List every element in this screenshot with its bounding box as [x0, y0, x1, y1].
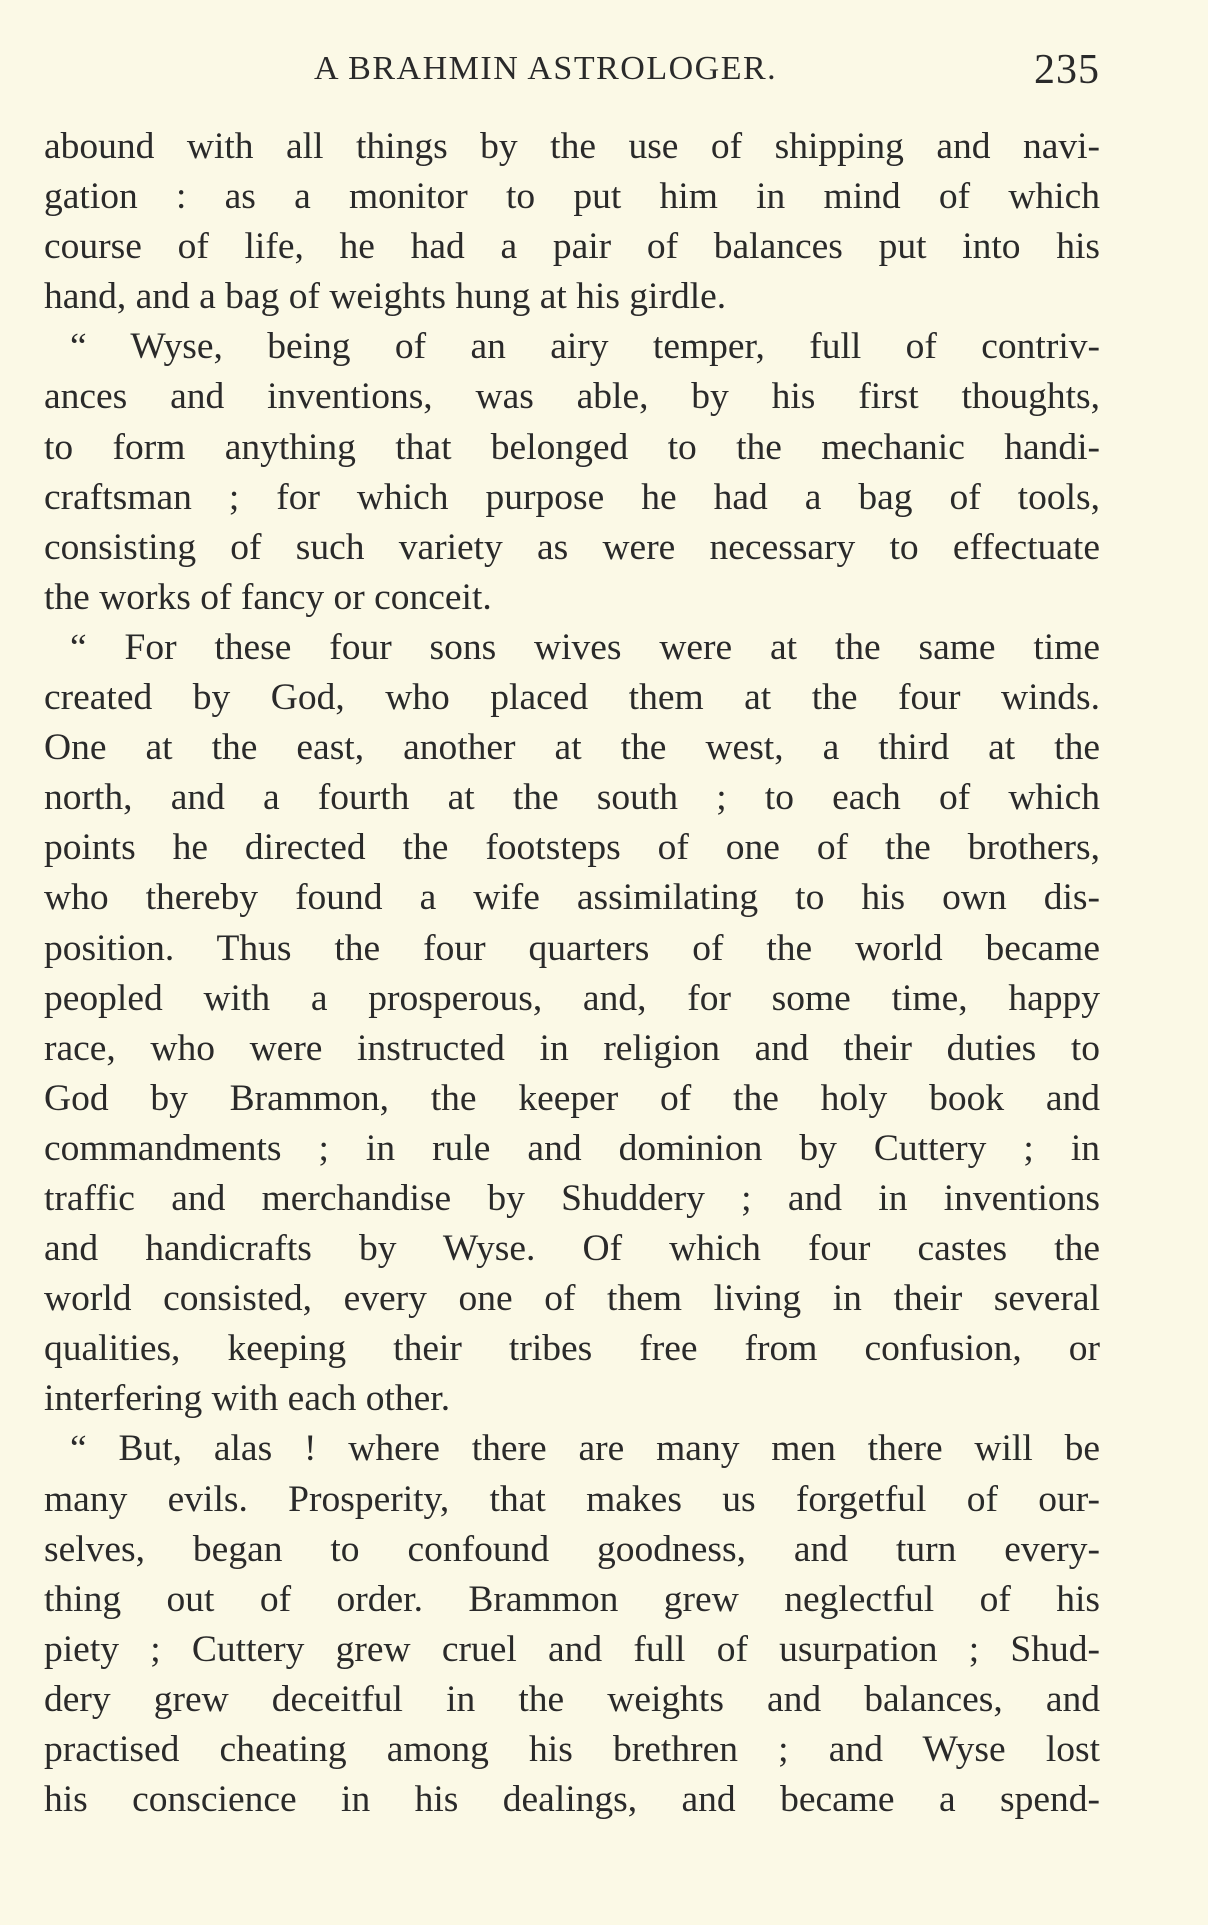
text-line: thing out of order. Brammon grew neglectful of his — [44, 1578, 1100, 1620]
text-line: ances and inventions, was able, by his first thoughts, — [44, 376, 1100, 418]
body-text — [44, 122, 1100, 1825]
running-head — [44, 42, 1100, 102]
text-line: and handicrafts by Wyse. Of which four castes the — [44, 1228, 1100, 1270]
text-line: craftsman ; for which purpose he had a bag of tools, — [44, 476, 1100, 518]
text-line: gation : as a monitor to put him in mind of which — [44, 176, 1100, 218]
text-line: dery grew deceitful in the weights and balances, and — [44, 1678, 1100, 1720]
text-line: race, who were instructed in religion and their duties to — [44, 1027, 1100, 1069]
text-line: “ But, alas ! where there are many men there will be — [70, 1428, 1100, 1470]
text-line: abound with all things by the use of shipping and navi- — [44, 126, 1100, 167]
text-line: interfering with each other. — [44, 1378, 451, 1420]
text-line: world consisted, every one of them living in their several — [44, 1278, 1100, 1320]
text-line: practised cheating among his brethren ; and Wyse lost — [44, 1729, 1100, 1770]
text-line: position. Thus the four quarters of the world became — [44, 927, 1100, 969]
text-line: many evils. Prosperity, that makes us forgetful of our- — [44, 1478, 1100, 1520]
page-number: 235 — [1034, 47, 1100, 93]
text-line: the works of fancy or conceit. — [44, 576, 492, 618]
text-line: peopled with a prosperous, and, for some time, happy — [44, 977, 1100, 1019]
text-line: selves, began to confound goodness, and turn every- — [44, 1528, 1100, 1570]
text-line: One at the east, another at the west, a third at the — [44, 727, 1100, 769]
text-line: “ For these four sons wives were at the same time — [70, 626, 1100, 668]
text-line: qualities, keeping their tribes free from confusion, or — [44, 1328, 1100, 1370]
text-line: hand, and a bag of weights hung at his girdle. — [44, 276, 727, 318]
text-line: to form anything that belonged to the mechanic handi- — [44, 426, 1100, 468]
text-line: created by God, who placed them at the four winds. — [44, 677, 1100, 719]
text-line: “ Wyse, being of an airy temper, full of contriv- — [70, 326, 1100, 368]
running-title: A BRAHMIN ASTROLOGER. — [314, 50, 778, 87]
text-line: course of life, he had a pair of balances put into his — [44, 226, 1100, 268]
text-line: commandments ; in rule and dominion by Cuttery ; in — [44, 1127, 1100, 1169]
text-line: points he directed the footsteps of one of the brothers, — [44, 827, 1100, 869]
text-line: piety ; Cuttery grew cruel and full of usurpation ; Shud- — [44, 1628, 1100, 1670]
text-line: north, and a fourth at the south ; to each of which — [44, 777, 1100, 819]
text-line: consisting of such variety as were necessary to effectuate — [44, 526, 1100, 568]
text-line: God by Brammon, the keeper of the holy book and — [44, 1077, 1100, 1119]
text-line: who thereby found a wife assimilating to his own dis- — [44, 877, 1100, 919]
text-line: his conscience in his dealings, and became a spend- — [44, 1779, 1100, 1821]
text-line: traffic and merchandise by Shuddery ; and in inventions — [44, 1177, 1100, 1219]
